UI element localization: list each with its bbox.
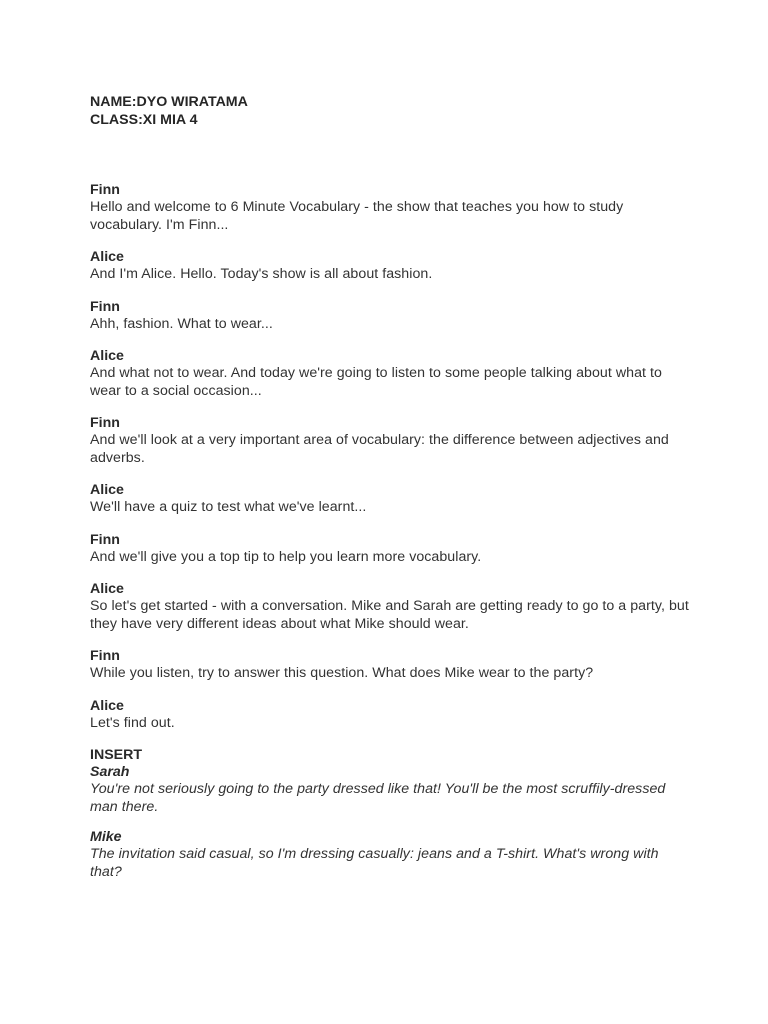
dialogue-transcript	[90, 182, 690, 732]
dialogue-turn	[90, 648, 690, 683]
insert-line	[90, 764, 690, 816]
student-name: NAME:DYO WIRATAMA	[90, 94, 248, 110]
dialogue-turn	[90, 348, 690, 400]
insert-speech-text: The invitation said casual, so I'm dressing casually: jeans and a T-shirt. What's wrong with that?	[90, 846, 659, 880]
speaker-name: Finn	[90, 415, 120, 431]
speech-text: And what not to wear. And today we're going to listen to some people talking about what to wear to a social occasion...	[90, 365, 662, 399]
speaker-name: Finn	[90, 648, 120, 664]
insert-line	[90, 829, 690, 881]
insert-label: INSERT	[90, 747, 143, 763]
dialogue-turn	[90, 482, 690, 517]
speaker-name: Finn	[90, 182, 120, 198]
dialogue-turn	[90, 415, 690, 467]
speech-text: Let's find out.	[90, 714, 175, 731]
dialogue-turn	[90, 698, 690, 733]
document-page	[90, 93, 690, 894]
speaker-name: Finn	[90, 531, 120, 548]
dialogue-turn	[90, 532, 690, 567]
dialogue-turn	[90, 581, 690, 633]
insert-speaker-name: Sarah	[90, 764, 130, 780]
student-header	[90, 93, 690, 129]
speech-text: Ahh, fashion. What to wear...	[90, 315, 273, 332]
student-class: CLASS:XI MIA 4	[90, 112, 198, 128]
speech-text: And we'll look at a very important area of vocabulary: the difference between adjectives and adverbs.	[90, 432, 669, 466]
speaker-name: Finn	[90, 298, 120, 315]
speaker-name: Alice	[90, 697, 124, 714]
speech-text: We'll have a quiz to test what we've learnt...	[90, 499, 367, 515]
insert-section	[90, 747, 690, 881]
speech-text: And I'm Alice. Hello. Today's show is all about fashion.	[90, 266, 433, 282]
dialogue-turn	[90, 182, 690, 234]
insert-speaker-name: Mike	[90, 829, 122, 845]
speaker-name: Alice	[90, 581, 124, 597]
speech-text: And we'll give you a top tip to help you learn more vocabulary.	[90, 548, 482, 565]
speaker-name: Alice	[90, 249, 124, 265]
dialogue-turn	[90, 299, 690, 334]
insert-speech-text: You're not seriously going to the party dressed like that! You'll be the most scruffily-dressed man there.	[90, 781, 666, 815]
speech-text: While you listen, try to answer this question. What does Mike wear to the party?	[90, 665, 594, 681]
speaker-name: Alice	[90, 348, 124, 364]
dialogue-turn	[90, 249, 690, 284]
speech-text: So let's get started - with a conversation. Mike and Sarah are getting ready to go to a party, but they have very different ideas about what Mike should wear.	[90, 598, 689, 632]
speech-text: Hello and welcome to 6 Minute Vocabulary - the show that teaches you how to study vocabulary. I'm Finn...	[90, 199, 624, 233]
speaker-name: Alice	[90, 482, 124, 498]
